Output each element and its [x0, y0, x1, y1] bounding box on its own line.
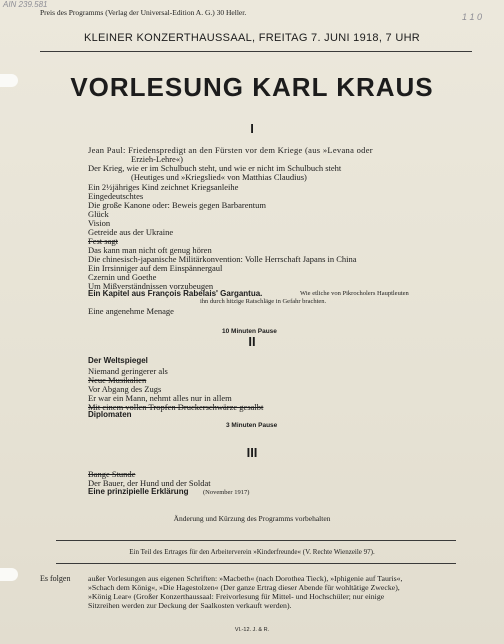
- list-item: Eingedeutschtes: [88, 191, 144, 201]
- list-item-rabelais: Ein Kapitel aus François Rabelais' Gargantua.: [88, 289, 263, 298]
- list-item: Ein Irrsinniger auf dem Einspännergaul: [88, 263, 223, 273]
- part-two-numeral: II: [248, 334, 256, 349]
- list-item: Der Bauer, der Hund und der Soldat: [88, 478, 211, 488]
- punch-hole: [0, 568, 18, 581]
- pause-note: 10 Minuten Pause: [222, 328, 277, 335]
- list-item: Eine angenehme Menage: [88, 306, 174, 316]
- followup-line: »Schach dem König«, »Die Hagestolzen« (Der ganze Ertrag dieser Abende für wohltätige Zwecke),: [88, 583, 400, 592]
- followup-line: »König Lear« (Großer Konzerthaussaal: Freivorlesung für Mittel- und Hochschüler; nur einige: [88, 592, 385, 601]
- list-item: Er war ein Mann, nehmt alles nur in allem: [88, 393, 232, 403]
- archive-pencil-mark: AIN 239.581: [3, 0, 48, 9]
- rabelais-subtitle: ihn durch hitzige Ratschläge in Gefahr brachten.: [200, 298, 327, 305]
- list-item: Glück: [88, 209, 109, 219]
- list-item: Das kann man nicht oft genug hören: [88, 245, 212, 255]
- page-title: VORLESUNG KARL KRAUS: [70, 72, 434, 102]
- venue-line: KLEINER KONZERTHAUSSAAL, FREITAG 7. JUNI 1918, 7 UHR: [83, 32, 421, 44]
- pause-note: 3 Minuten Pause: [226, 422, 278, 429]
- list-item: Czernin und Goethe: [88, 272, 157, 282]
- divider-rule: [56, 540, 456, 541]
- list-item: Die große Kanone oder: Beweis gegen Barbarentum: [88, 200, 266, 210]
- list-item: Der Krieg, wie er im Schulbuch steht, und wie er nicht im Schulbuch steht: [88, 163, 342, 173]
- page-pencil-mark: 1 1 0: [462, 12, 483, 22]
- list-item-struck: Bange Stunde: [88, 469, 136, 479]
- followup-label: Es folgen: [40, 574, 71, 583]
- list-item-struck: Fest sagt: [88, 236, 118, 246]
- changes-note: Änderung und Kürzung des Programms vorbehalten: [173, 514, 331, 523]
- rabelais-subtitle: Wie etliche von Pikrocholers Hauptleuten: [300, 290, 409, 297]
- list-item: Eine prinzipielle Erklärung: [88, 487, 189, 496]
- part-three-numeral: III: [246, 445, 258, 460]
- list-item: Um Mißverständnissen vorzubeugen: [88, 281, 214, 291]
- followup-line: Sitzreihen werden zur Deckung der Saalkosten verkauft werden).: [88, 601, 292, 610]
- divider-rule: [56, 563, 456, 564]
- list-item: Erzieh-Lehre«): [131, 154, 183, 164]
- followup-line: außer Vorlesungen aus eigenen Schriften: »Macbeth« (nach Dorothea Tieck), »Iphigenie auf Tauris«,: [88, 574, 403, 583]
- list-item-struck: Neue Musikalien: [88, 375, 147, 385]
- list-item: Niemand geringerer als: [88, 366, 168, 376]
- list-item-date: (November 1917): [203, 489, 250, 496]
- proceeds-note: Ein Teil des Ertrages für den Arbeiterverein »Kinderfreunde« (V. Rechte Wienzeile 97).: [129, 548, 375, 556]
- header-rule: [40, 51, 472, 52]
- list-item: Vor Abgang des Zugs: [88, 384, 162, 394]
- list-item: Vision: [88, 218, 111, 228]
- list-item: Jean Paul: Friedenspredigt an den Fürsten vor dem Kriege (aus »Levana oder: [88, 145, 373, 155]
- list-item: (Heutiges und »Kriegslied« von Matthias Claudius): [131, 172, 307, 182]
- list-item: Die chinesisch-japanische Militärkonvention: Volle Herrschaft Japans in China: [88, 254, 357, 264]
- part-one-numeral: I: [250, 121, 254, 136]
- price-note: Preis des Programms (Verlag der Universal-Edition A. G.) 30 Heller.: [40, 8, 247, 17]
- list-item: Diplomaten: [88, 410, 132, 419]
- list-item: Getreide aus der Ukraine: [88, 227, 174, 237]
- list-item-struck: Mit einem vollen Tropfen Druckerschwärze gesalbt: [88, 402, 264, 412]
- list-item: Ein 2½jähriges Kind zeichnet Kriegsanleihe: [88, 182, 239, 192]
- list-item: Der Weltspiegel: [88, 356, 148, 365]
- printer-mark: VI.-12. J. & R.: [234, 627, 270, 633]
